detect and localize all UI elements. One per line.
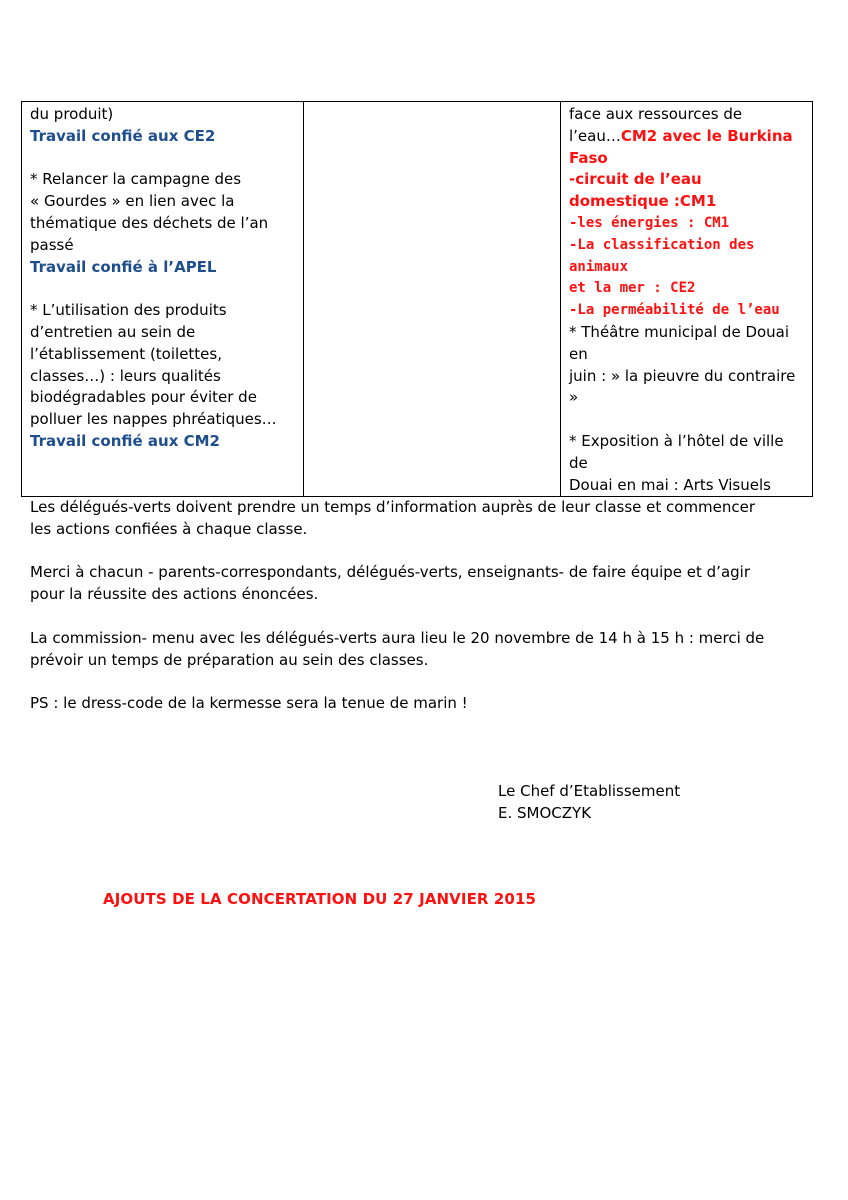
table-text: passé — [30, 235, 74, 254]
table-text: classes…) : leurs qualités — [30, 366, 221, 385]
highlight-text: -La perméabilité de l’eau — [569, 302, 780, 319]
table-cell-actions — [22, 102, 304, 497]
table-text: juin : » la pieuvre du contraire » — [569, 366, 801, 407]
highlight-text: -les énergies : CM1 — [569, 214, 730, 231]
assignment-label: Travail confié aux CM2 — [30, 431, 220, 450]
paragraph-line: pour la réussite des actions énoncées. — [30, 584, 319, 603]
table-cell-projects — [561, 102, 813, 497]
table-text: biodégradables pour éviter de — [30, 388, 257, 407]
table-text: * Théâtre municipal de Douai en — [569, 322, 799, 363]
highlight-text: CM2 avec le Burkina — [620, 126, 793, 145]
highlight-text: Faso — [569, 148, 608, 167]
paragraph-delegates — [30, 497, 770, 541]
paragraph-ps — [30, 693, 770, 715]
table-text: face aux ressources de — [569, 105, 743, 123]
assignment-label: Travail confié aux CE2 — [30, 126, 216, 145]
spacer — [569, 409, 804, 431]
paragraph-line: prévoir un temps de préparation au sein des classes. — [30, 650, 429, 669]
highlight-text: -La classification des animaux — [569, 236, 763, 275]
table-text-mixed — [569, 126, 804, 148]
table-text: l’eau… — [569, 126, 621, 145]
addendum-heading: AJOUTS DE LA CONCERTATION DU 27 JANVIER 2015 — [103, 890, 537, 908]
highlight-text: domestique :CM1 — [569, 192, 717, 211]
paragraph-thanks — [30, 562, 770, 606]
highlight-text: et la mer : CE2 — [569, 280, 696, 297]
paragraph-line: Merci à chacun - parents-correspondants, délégués-verts, enseignants- de faire équipe et d’agir — [30, 563, 750, 581]
paragraph-commission — [30, 628, 770, 672]
table-text: * Relancer la campagne des — [30, 170, 242, 189]
signature-role: Le Chef d’Etablissement — [498, 782, 681, 800]
table-text: d’entretien au sein de — [30, 322, 196, 341]
paragraph-line: Les délégués-verts doivent prendre un temps d’information auprès de leur classe et commencer — [30, 498, 756, 516]
table-text: l’établissement (toilettes, — [30, 344, 222, 363]
spacer — [30, 148, 295, 170]
paragraph-line: La commission- menu avec les délégués-verts aura lieu le 20 novembre de 14 h à 15 h : merci de — [30, 629, 765, 647]
table-text: * Exposition à l’hôtel de ville de — [569, 431, 789, 472]
assignment-label: Travail confié à l’APEL — [30, 257, 217, 276]
table-text: thématique des déchets de l’an — [30, 213, 269, 232]
signature-block — [498, 781, 680, 825]
table-text: polluer les nappes phréatiques… — [30, 410, 277, 429]
signature-name: E. SMOCZYK — [498, 803, 592, 822]
paragraph-line: PS : le dress-code de la kermesse sera la tenue de marin ! — [30, 694, 468, 712]
spacer — [30, 278, 295, 300]
table-cell-empty — [304, 102, 561, 497]
actions-table — [21, 101, 813, 497]
table-text: Douai en mai : Arts Visuels — [569, 475, 771, 494]
paragraph-line: les actions confiées à chaque classe. — [30, 519, 308, 538]
table-text: du produit) — [30, 105, 114, 123]
table-row — [22, 102, 813, 497]
highlight-text: -circuit de l’eau — [569, 170, 702, 189]
table-text: « Gourdes » en lien avec la — [30, 192, 235, 211]
table-text: * L’utilisation des produits — [30, 301, 227, 320]
